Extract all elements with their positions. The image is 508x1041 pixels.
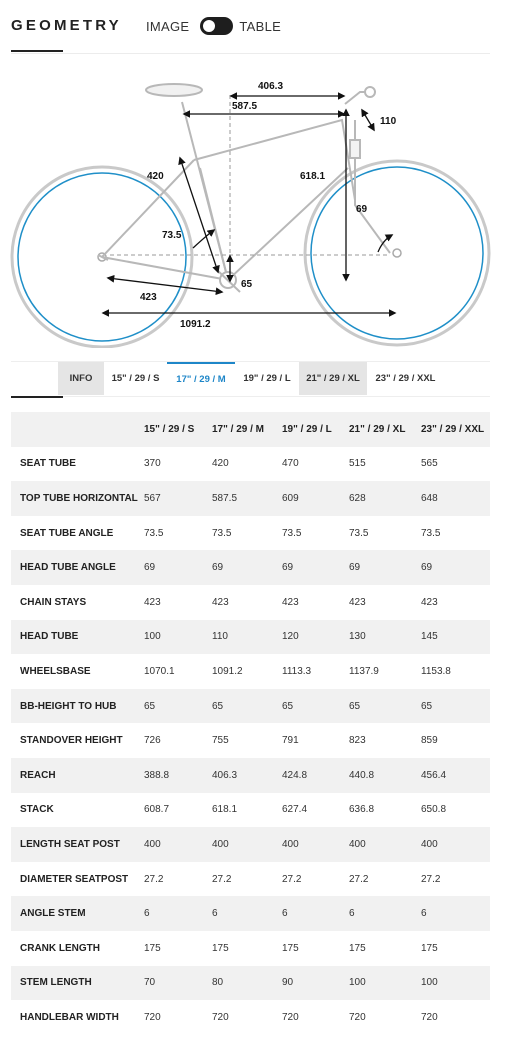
header-divider xyxy=(11,53,490,54)
table-cell: 69 xyxy=(212,562,224,574)
table-row xyxy=(11,585,490,620)
table-cell: 1070.1 xyxy=(144,665,175,677)
row-label: STEM LENGTH xyxy=(20,977,92,989)
table-row xyxy=(11,654,490,689)
tab-size-xl[interactable]: 21" / 29 / XL xyxy=(299,362,367,395)
label-chainstay: 423 xyxy=(140,292,157,303)
table-cell: 175 xyxy=(144,942,161,954)
table-cell: 65 xyxy=(144,700,156,712)
table-row xyxy=(11,1000,490,1035)
row-label: SEAT TUBE xyxy=(20,458,76,470)
table-cell: 859 xyxy=(421,735,438,747)
table-cell: 65 xyxy=(282,700,294,712)
table-cell: 755 xyxy=(212,735,229,747)
row-label: HEAD TUBE xyxy=(20,631,79,643)
table-cell: 27.2 xyxy=(144,873,164,885)
tabs-left-accent xyxy=(11,396,63,398)
table-row xyxy=(11,966,490,1001)
row-label: STACK xyxy=(20,804,54,816)
table-row xyxy=(11,550,490,585)
row-label: REACH xyxy=(20,769,56,781)
table-row xyxy=(11,827,490,862)
column-header: 21" / 29 / XL xyxy=(349,423,406,435)
table-cell: 100 xyxy=(144,631,161,643)
row-label: STANDOVER HEIGHT xyxy=(20,735,123,747)
table-cell: 400 xyxy=(212,838,229,850)
table-cell: 440.8 xyxy=(349,769,375,781)
row-label: CHAIN STAYS xyxy=(20,596,87,608)
table-row xyxy=(11,862,490,897)
label-head-angle: 69 xyxy=(356,204,368,215)
table-cell: 406.3 xyxy=(212,769,238,781)
bike-geometry-diagram xyxy=(0,58,508,348)
row-label: WHEELSBASE xyxy=(20,665,91,677)
table-cell: 175 xyxy=(282,942,299,954)
label-top-tube: 587.5 xyxy=(232,101,258,112)
label-wheelbase: 1091.2 xyxy=(180,319,211,330)
table-cell: 650.8 xyxy=(421,804,447,816)
label-head-tube: 110 xyxy=(380,116,397,127)
table-cell: 27.2 xyxy=(421,873,441,885)
row-label: HANDLEBAR WIDTH xyxy=(20,1011,119,1023)
table-cell: 90 xyxy=(282,977,294,989)
table-cell: 470 xyxy=(282,458,299,470)
table-cell: 69 xyxy=(282,562,294,574)
table-cell: 175 xyxy=(349,942,366,954)
table-cell: 423 xyxy=(212,596,229,608)
table-cell: 130 xyxy=(349,631,366,643)
table-cell: 69 xyxy=(144,562,156,574)
table-cell: 400 xyxy=(349,838,366,850)
header-cell-empty xyxy=(11,412,144,447)
table-cell: 370 xyxy=(144,458,161,470)
column-header: 19" / 29 / L xyxy=(282,423,332,435)
label-reach: 406.3 xyxy=(258,81,284,92)
table-cell: 27.2 xyxy=(212,873,232,885)
row-label: ANGLE STEM xyxy=(20,908,86,920)
table-cell: 6 xyxy=(421,908,427,920)
label-seat-tube: 420 xyxy=(147,171,164,182)
table-cell: 65 xyxy=(212,700,224,712)
table-cell: 388.8 xyxy=(144,769,170,781)
toggle-label-table[interactable]: TABLE xyxy=(239,18,282,34)
table-cell: 70 xyxy=(144,977,156,989)
table-cell: 145 xyxy=(421,631,438,643)
tab-size-xxl[interactable]: 23" / 29 / XXL xyxy=(367,362,444,395)
table-cell: 6 xyxy=(282,908,288,920)
table-row xyxy=(11,931,490,966)
row-label: CRANK LENGTH xyxy=(20,942,100,954)
tab-size-m[interactable]: 17" / 29 / M xyxy=(167,362,235,395)
table-row xyxy=(11,793,490,828)
table-cell: 628 xyxy=(349,492,366,504)
table-cell: 175 xyxy=(421,942,438,954)
table-cell: 720 xyxy=(349,1011,366,1023)
table-cell: 100 xyxy=(421,977,438,989)
table-cell: 420 xyxy=(212,458,229,470)
table-cell: 27.2 xyxy=(349,873,369,885)
tab-size-l[interactable]: 19" / 29 / L xyxy=(235,362,299,395)
row-label: DIAMETER SEATPOST xyxy=(20,873,129,885)
table-cell: 609 xyxy=(282,492,299,504)
table-cell: 726 xyxy=(144,735,161,747)
label-stack: 618.1 xyxy=(300,171,326,182)
table-row xyxy=(11,481,490,516)
table-cell: 823 xyxy=(349,735,366,747)
table-row xyxy=(11,620,490,655)
table-cell: 636.8 xyxy=(349,804,375,816)
toggle-label-image[interactable]: IMAGE xyxy=(146,18,190,34)
table-cell: 100 xyxy=(349,977,366,989)
row-label: LENGTH SEAT POST xyxy=(20,838,120,850)
table-cell: 120 xyxy=(282,631,299,643)
toggle-knob xyxy=(203,20,215,32)
table-cell: 720 xyxy=(144,1011,161,1023)
table-cell: 720 xyxy=(212,1011,229,1023)
table-header-row xyxy=(11,412,490,447)
column-header: 17" / 29 / M xyxy=(212,423,264,435)
geometry-table xyxy=(11,412,490,1035)
table-row xyxy=(11,723,490,758)
column-header: 23" / 29 / XXL xyxy=(421,423,485,435)
table-cell: 1113.3 xyxy=(282,665,312,677)
table-cell: 73.5 xyxy=(349,527,369,539)
table-row xyxy=(11,758,490,793)
front-wheel xyxy=(305,161,489,345)
image-table-toggle[interactable] xyxy=(200,17,233,35)
table-cell: 515 xyxy=(349,458,366,470)
table-cell: 65 xyxy=(421,700,433,712)
table-cell: 791 xyxy=(282,735,299,747)
table-cell: 618.1 xyxy=(212,804,238,816)
table-cell: 73.5 xyxy=(144,527,164,539)
table-cell: 627.4 xyxy=(282,804,308,816)
table-cell: 1153.8 xyxy=(421,665,451,677)
table-cell: 400 xyxy=(421,838,438,850)
table-cell: 69 xyxy=(349,562,361,574)
table-cell: 424.8 xyxy=(282,769,308,781)
table-cell: 27.2 xyxy=(282,873,302,885)
table-row xyxy=(11,516,490,551)
table-cell: 400 xyxy=(282,838,299,850)
table-cell: 1091.2 xyxy=(212,665,243,677)
tabs-bottom-divider xyxy=(11,396,490,397)
table-cell: 423 xyxy=(349,596,366,608)
table-row xyxy=(11,689,490,724)
tab-size-s[interactable]: 15" / 29 / S xyxy=(104,362,167,395)
title-underline xyxy=(11,50,63,52)
table-cell: 80 xyxy=(212,977,224,989)
label-seat-angle: 73.5 xyxy=(162,230,182,241)
table-cell: 587.5 xyxy=(212,492,238,504)
table-cell: 648 xyxy=(421,492,438,504)
table-cell: 400 xyxy=(144,838,161,850)
table-cell: 69 xyxy=(421,562,433,574)
table-cell: 73.5 xyxy=(212,527,232,539)
label-bb-height: 65 xyxy=(241,279,253,290)
table-cell: 423 xyxy=(282,596,299,608)
table-cell: 720 xyxy=(421,1011,438,1023)
table-cell: 6 xyxy=(144,908,150,920)
table-cell: 6 xyxy=(212,908,218,920)
row-label: TOP TUBE HORIZONTAL xyxy=(20,492,138,504)
row-label: HEAD TUBE ANGLE xyxy=(20,562,116,574)
table-cell: 175 xyxy=(212,942,229,954)
table-cell: 567 xyxy=(144,492,161,504)
table-cell: 423 xyxy=(421,596,438,608)
table-cell: 1137.9 xyxy=(349,665,379,677)
table-cell: 73.5 xyxy=(421,527,441,539)
row-label: BB-HEIGHT TO HUB xyxy=(20,700,117,712)
column-header: 15" / 29 / S xyxy=(144,423,195,435)
table-cell: 423 xyxy=(144,596,161,608)
table-cell: 6 xyxy=(349,908,355,920)
view-toggle-group xyxy=(146,16,281,36)
table-cell: 73.5 xyxy=(282,527,302,539)
tab-info[interactable]: INFO xyxy=(58,362,104,395)
row-label: SEAT TUBE ANGLE xyxy=(20,527,114,539)
size-tabs xyxy=(58,362,444,395)
table-cell: 456.4 xyxy=(421,769,447,781)
geometry-header xyxy=(0,0,508,54)
page-title: GEOMETRY xyxy=(11,17,122,34)
table-row xyxy=(11,447,490,482)
table-cell: 565 xyxy=(421,458,438,470)
table-cell: 110 xyxy=(212,631,228,643)
table-cell: 608.7 xyxy=(144,804,170,816)
table-cell: 65 xyxy=(349,700,361,712)
table-cell: 720 xyxy=(282,1011,299,1023)
table-row xyxy=(11,896,490,931)
